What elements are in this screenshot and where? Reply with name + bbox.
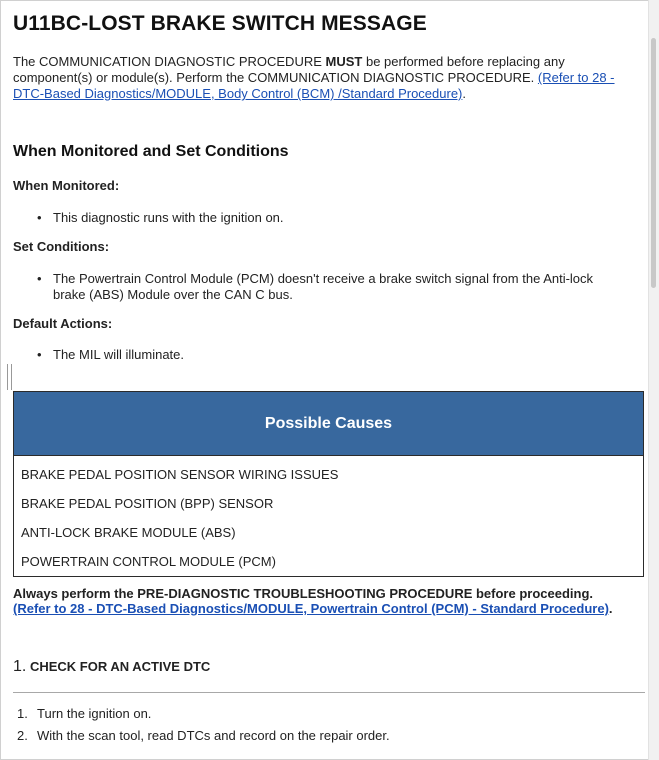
always-note-end: . <box>608 601 613 616</box>
list-text: Turn the ignition on. <box>37 706 152 721</box>
intro-end: . <box>462 86 467 101</box>
step-number: 1. <box>13 658 27 675</box>
bullet-icon: • <box>37 347 42 362</box>
vertical-scrollbar[interactable] <box>648 0 659 760</box>
table-header: Possible Causes <box>14 392 644 456</box>
table-row: BRAKE PEDAL POSITION SENSOR WIRING ISSUES <box>14 456 644 490</box>
bcm-procedure-link[interactable]: (Refer to 28 - DTC-Based Diagnostics/MODULE, Body Control (BCM) /Standard Procedure) <box>13 70 615 101</box>
bullet-icon: • <box>37 210 42 225</box>
table-row: BRAKE PEDAL POSITION (BPP) SENSOR <box>14 489 644 518</box>
default-actions-item <box>37 347 627 363</box>
intro-text-2: be performed before replacing any component(s) or module(s). Perform the COMMUNICATION DIAGNOSTIC PROCEDURE. <box>13 54 565 85</box>
intro-paragraph <box>13 54 638 102</box>
step-list-item <box>17 706 151 721</box>
table-row: ANTI-LOCK BRAKE MODULE (ABS) <box>14 518 644 547</box>
set-conditions-text: The Powertrain Control Module (PCM) doesn't receive a brake switch signal from the Anti-lock brake (ABS) Module over the CAN C bus. <box>53 271 594 302</box>
divider <box>13 692 645 693</box>
always-note <box>13 586 643 616</box>
intro-text-1: The COMMUNICATION DIAGNOSTIC PROCEDURE <box>13 54 326 69</box>
set-conditions-label: Set Conditions: <box>13 239 110 254</box>
when-monitored-label: When Monitored: <box>13 178 120 193</box>
step-list-item <box>17 728 390 743</box>
step-title: CHECK FOR AN ACTIVE DTC <box>29 659 211 674</box>
step-heading <box>13 658 210 676</box>
intro-must: MUST <box>325 54 363 69</box>
section-heading: When Monitored and Set Conditions <box>13 143 289 160</box>
set-conditions-item <box>37 271 627 303</box>
pcm-procedure-link[interactable]: (Refer to 28 - DTC-Based Diagnostics/MODULE, Powertrain Control (PCM) - Standard Procedure) <box>13 601 609 616</box>
default-actions-text: The MIL will illuminate. <box>53 347 185 362</box>
possible-causes-table <box>13 391 644 577</box>
when-monitored-item <box>37 210 627 226</box>
bullet-icon: • <box>37 271 42 286</box>
list-number: 2. <box>17 728 28 743</box>
resize-handle[interactable] <box>7 364 12 390</box>
table-row: POWERTRAIN CONTROL MODULE (PCM) <box>14 547 644 577</box>
scrollbar-thumb[interactable] <box>651 38 656 288</box>
when-monitored-text: This diagnostic runs with the ignition on. <box>53 210 284 225</box>
page-title: U11BC-LOST BRAKE SWITCH MESSAGE <box>13 12 427 35</box>
always-note-text: Always perform the PRE-DIAGNOSTIC TROUBLESHOOTING PROCEDURE before proceeding. <box>13 586 594 601</box>
default-actions-label: Default Actions: <box>13 316 113 331</box>
list-number: 1. <box>17 706 28 721</box>
list-text: With the scan tool, read DTCs and record on the repair order. <box>37 728 390 743</box>
